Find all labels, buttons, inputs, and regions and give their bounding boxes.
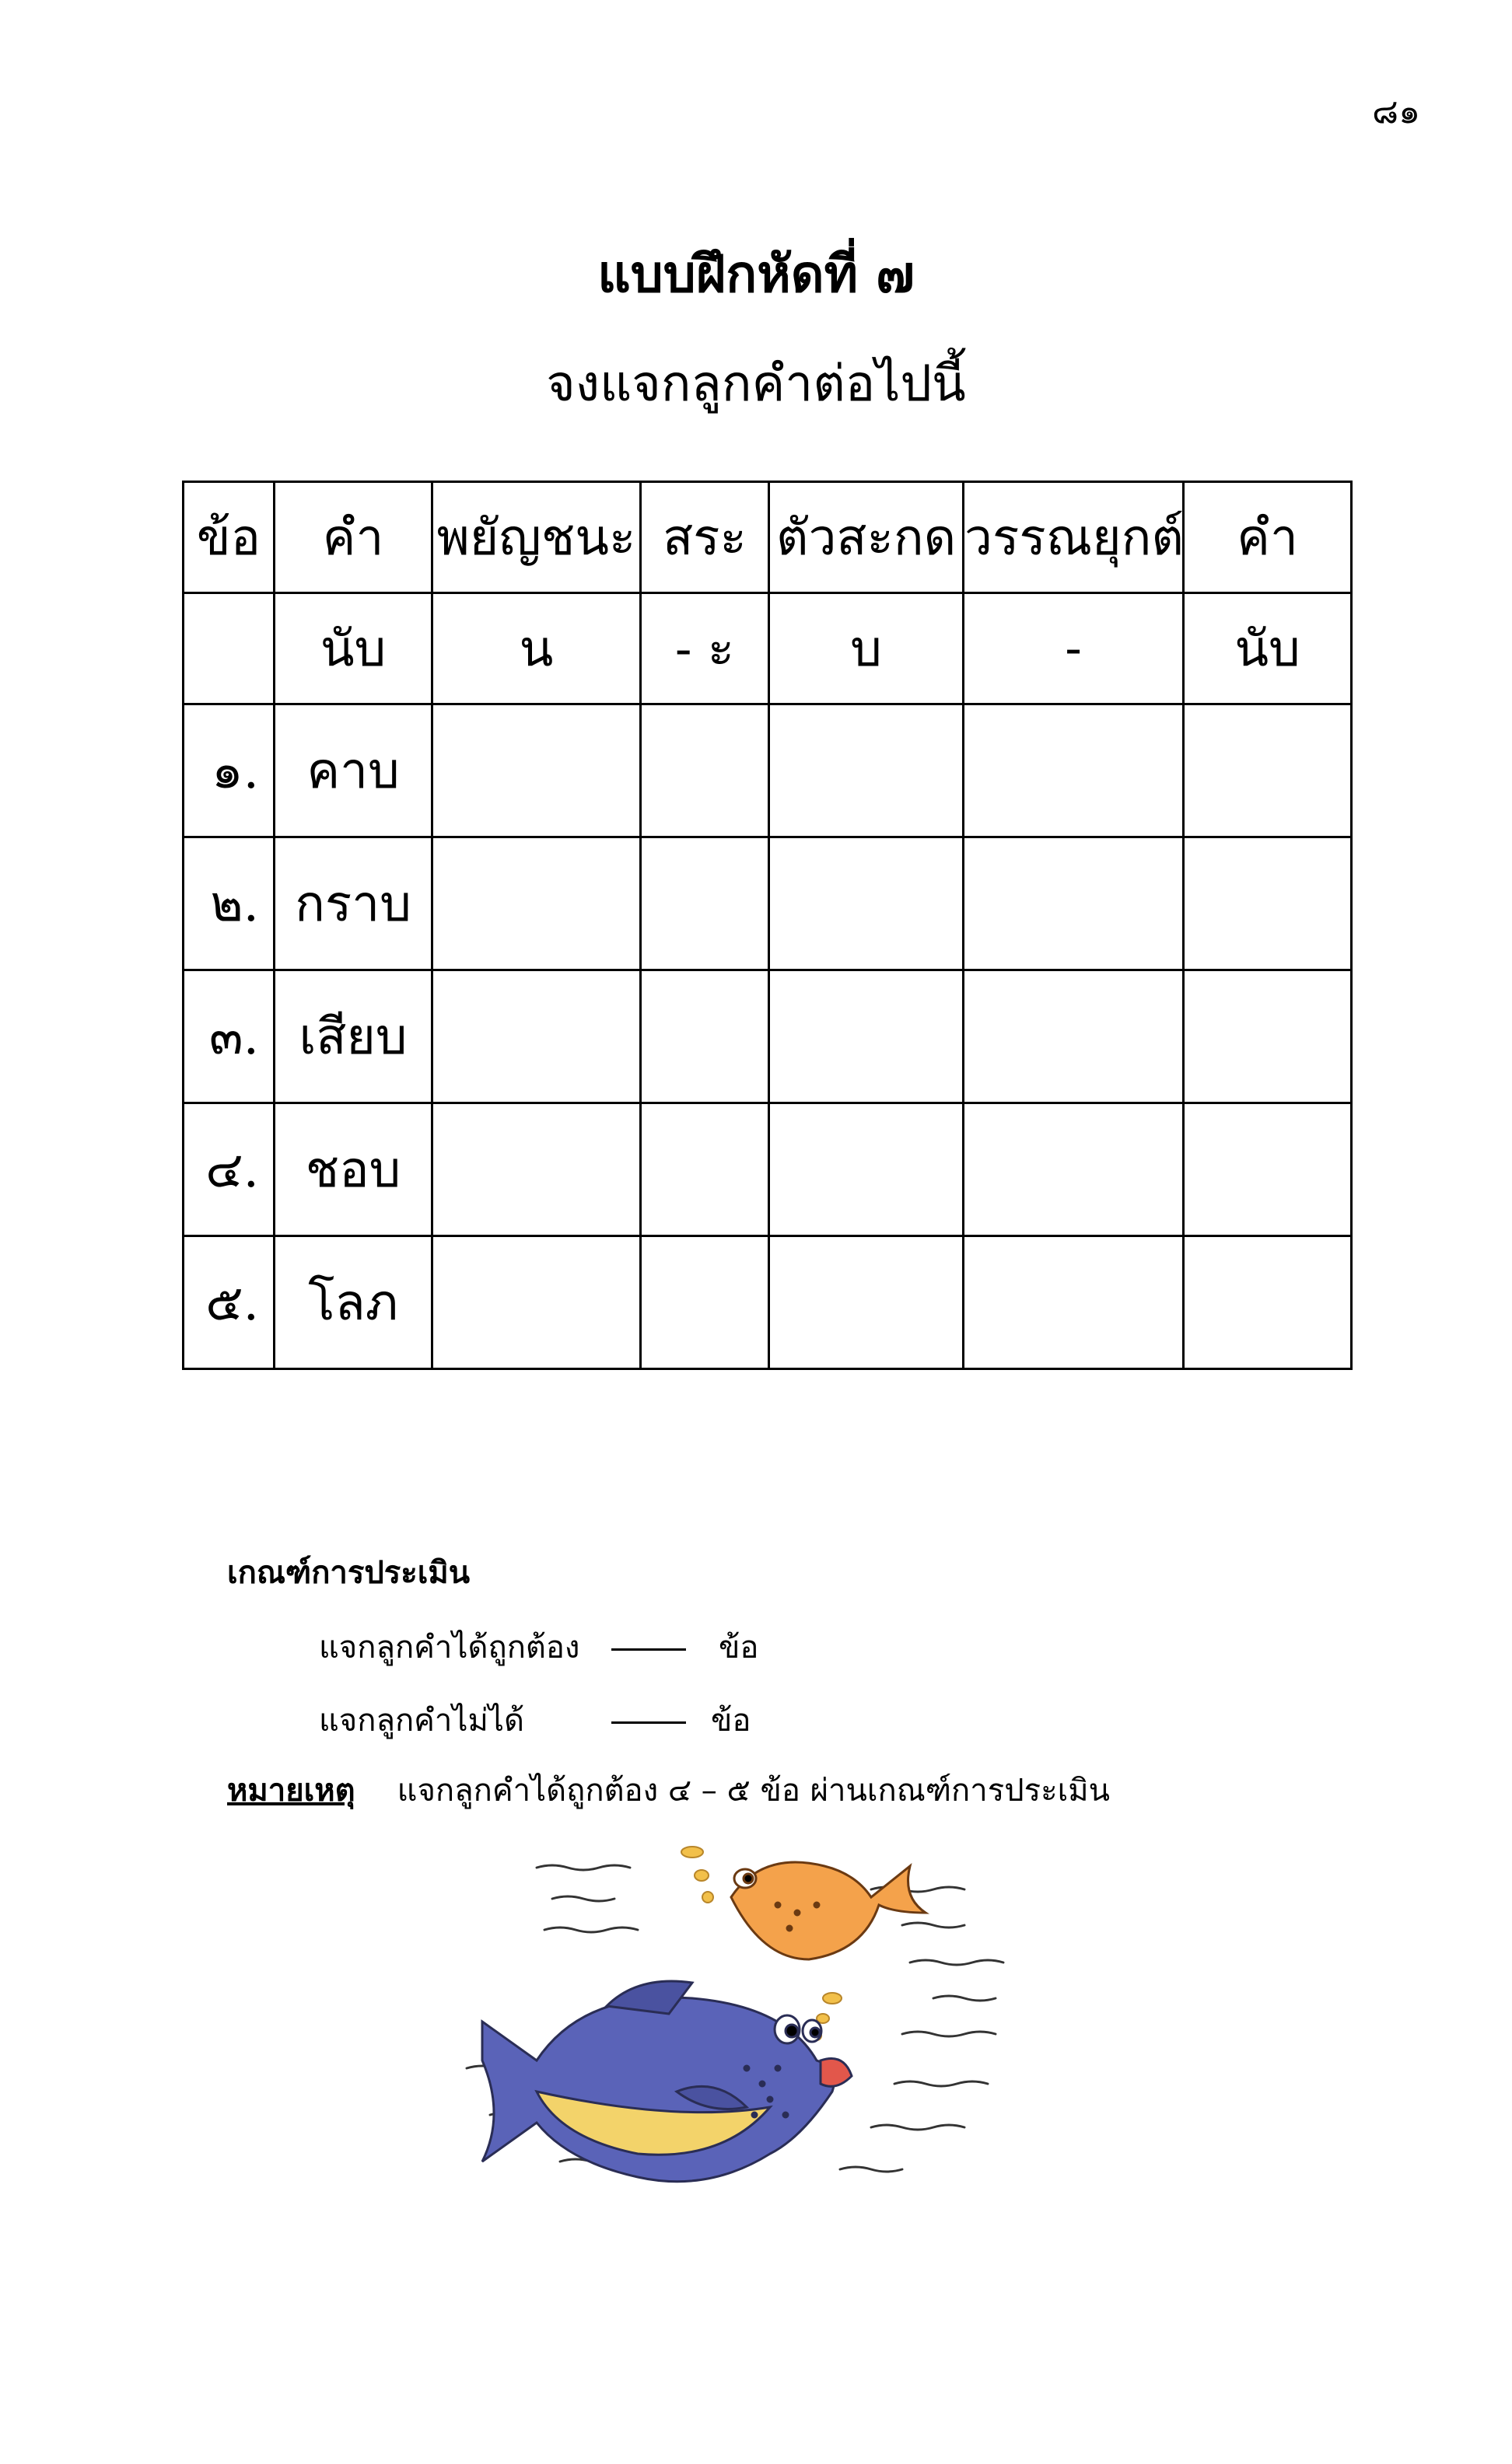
small-fish <box>731 1862 926 1959</box>
header-item-no: ข้อ <box>184 482 275 593</box>
criteria-correct-line <box>319 1622 579 1672</box>
answer-cell[interactable] <box>964 837 1184 970</box>
table-row <box>184 837 1352 970</box>
criteria-incorrect-line <box>319 1695 524 1745</box>
answer-cell[interactable] <box>432 837 641 970</box>
page-number: ๘๑ <box>1372 92 1420 131</box>
item-word: กราบ <box>275 837 432 970</box>
answer-cell[interactable] <box>1184 1103 1352 1236</box>
item-number: ๔. <box>184 1103 275 1236</box>
header-result-word: คำ <box>1184 482 1352 593</box>
example-cell: - <box>964 593 1184 704</box>
item-number: ๒. <box>184 837 275 970</box>
criteria-title: เกณฑ์การประเมิน <box>227 1554 471 1591</box>
example-cell: น <box>432 593 641 704</box>
example-row <box>184 593 1352 704</box>
criteria-correct-blank[interactable] <box>611 1622 686 1658</box>
exercise-table <box>182 481 1353 1370</box>
answer-cell[interactable] <box>964 970 1184 1103</box>
table-row <box>184 970 1352 1103</box>
answer-cell[interactable] <box>1184 837 1352 970</box>
criteria-correct-label: แจกลูกคำได้ถูกต้อง <box>319 1630 580 1665</box>
answer-cell[interactable] <box>641 837 769 970</box>
answer-cell[interactable] <box>641 1236 769 1369</box>
note-line <box>227 1765 1110 1815</box>
page-title: แบบฝึกหัดที่ ๗ <box>597 243 915 304</box>
criteria-correct-unit: ข้อ <box>719 1630 759 1665</box>
fish-illustration <box>436 1835 1058 2239</box>
header-vowel: สระ <box>641 482 769 593</box>
answer-cell[interactable] <box>432 1236 641 1369</box>
answer-cell[interactable] <box>432 970 641 1103</box>
answer-cell[interactable] <box>769 1103 964 1236</box>
item-word: โลภ <box>275 1236 432 1369</box>
header-tone-mark: วรรณยุกต์ <box>964 482 1184 593</box>
header-final-consonant: ตัวสะกด <box>769 482 964 593</box>
header-consonant: พยัญชนะ <box>432 482 641 593</box>
answer-cell[interactable] <box>432 1103 641 1236</box>
answer-cell[interactable] <box>1184 970 1352 1103</box>
example-cell: นับ <box>275 593 432 704</box>
answer-cell[interactable] <box>641 704 769 837</box>
answer-cell[interactable] <box>769 1236 964 1369</box>
item-word: เสียบ <box>275 970 432 1103</box>
example-cell: บ <box>769 593 964 704</box>
example-cell: - ะ <box>641 593 769 704</box>
item-word: ชอบ <box>275 1103 432 1236</box>
answer-cell[interactable] <box>964 1236 1184 1369</box>
answer-cell[interactable] <box>769 837 964 970</box>
criteria-incorrect-unit: ข้อ <box>711 1703 751 1739</box>
answer-cell[interactable] <box>641 1103 769 1236</box>
table-row <box>184 1103 1352 1236</box>
example-cell: นับ <box>1184 593 1352 704</box>
table-row <box>184 1236 1352 1369</box>
answer-cell[interactable] <box>964 704 1184 837</box>
example-cell <box>184 593 275 704</box>
item-number: ๕. <box>184 1236 275 1369</box>
criteria-section <box>227 1547 470 1597</box>
table-header-row <box>184 482 1352 593</box>
big-fish <box>482 1981 852 2182</box>
item-number: ๑. <box>184 704 275 837</box>
answer-cell[interactable] <box>964 1103 1184 1236</box>
note-text: แจกลูกคำได้ถูกต้อง ๔ – ๕ ข้อ ผ่านเกณฑ์การประเมิน <box>397 1773 1110 1809</box>
criteria-incorrect-label: แจกลูกคำไม่ได้ <box>319 1703 524 1739</box>
item-word: คาบ <box>275 704 432 837</box>
criteria-incorrect-blank[interactable] <box>611 1695 686 1732</box>
table-row <box>184 704 1352 837</box>
note-label: หมายเหตุ <box>227 1772 355 1809</box>
answer-cell[interactable] <box>769 970 964 1103</box>
answer-cell[interactable] <box>1184 704 1352 837</box>
header-word: คำ <box>275 482 432 593</box>
answer-cell[interactable] <box>1184 1236 1352 1369</box>
instruction-subtitle: จงแจกลูกคำต่อไปนี้ <box>546 355 966 413</box>
answer-cell[interactable] <box>769 704 964 837</box>
answer-cell[interactable] <box>432 704 641 837</box>
answer-cell[interactable] <box>641 970 769 1103</box>
item-number: ๓. <box>184 970 275 1103</box>
